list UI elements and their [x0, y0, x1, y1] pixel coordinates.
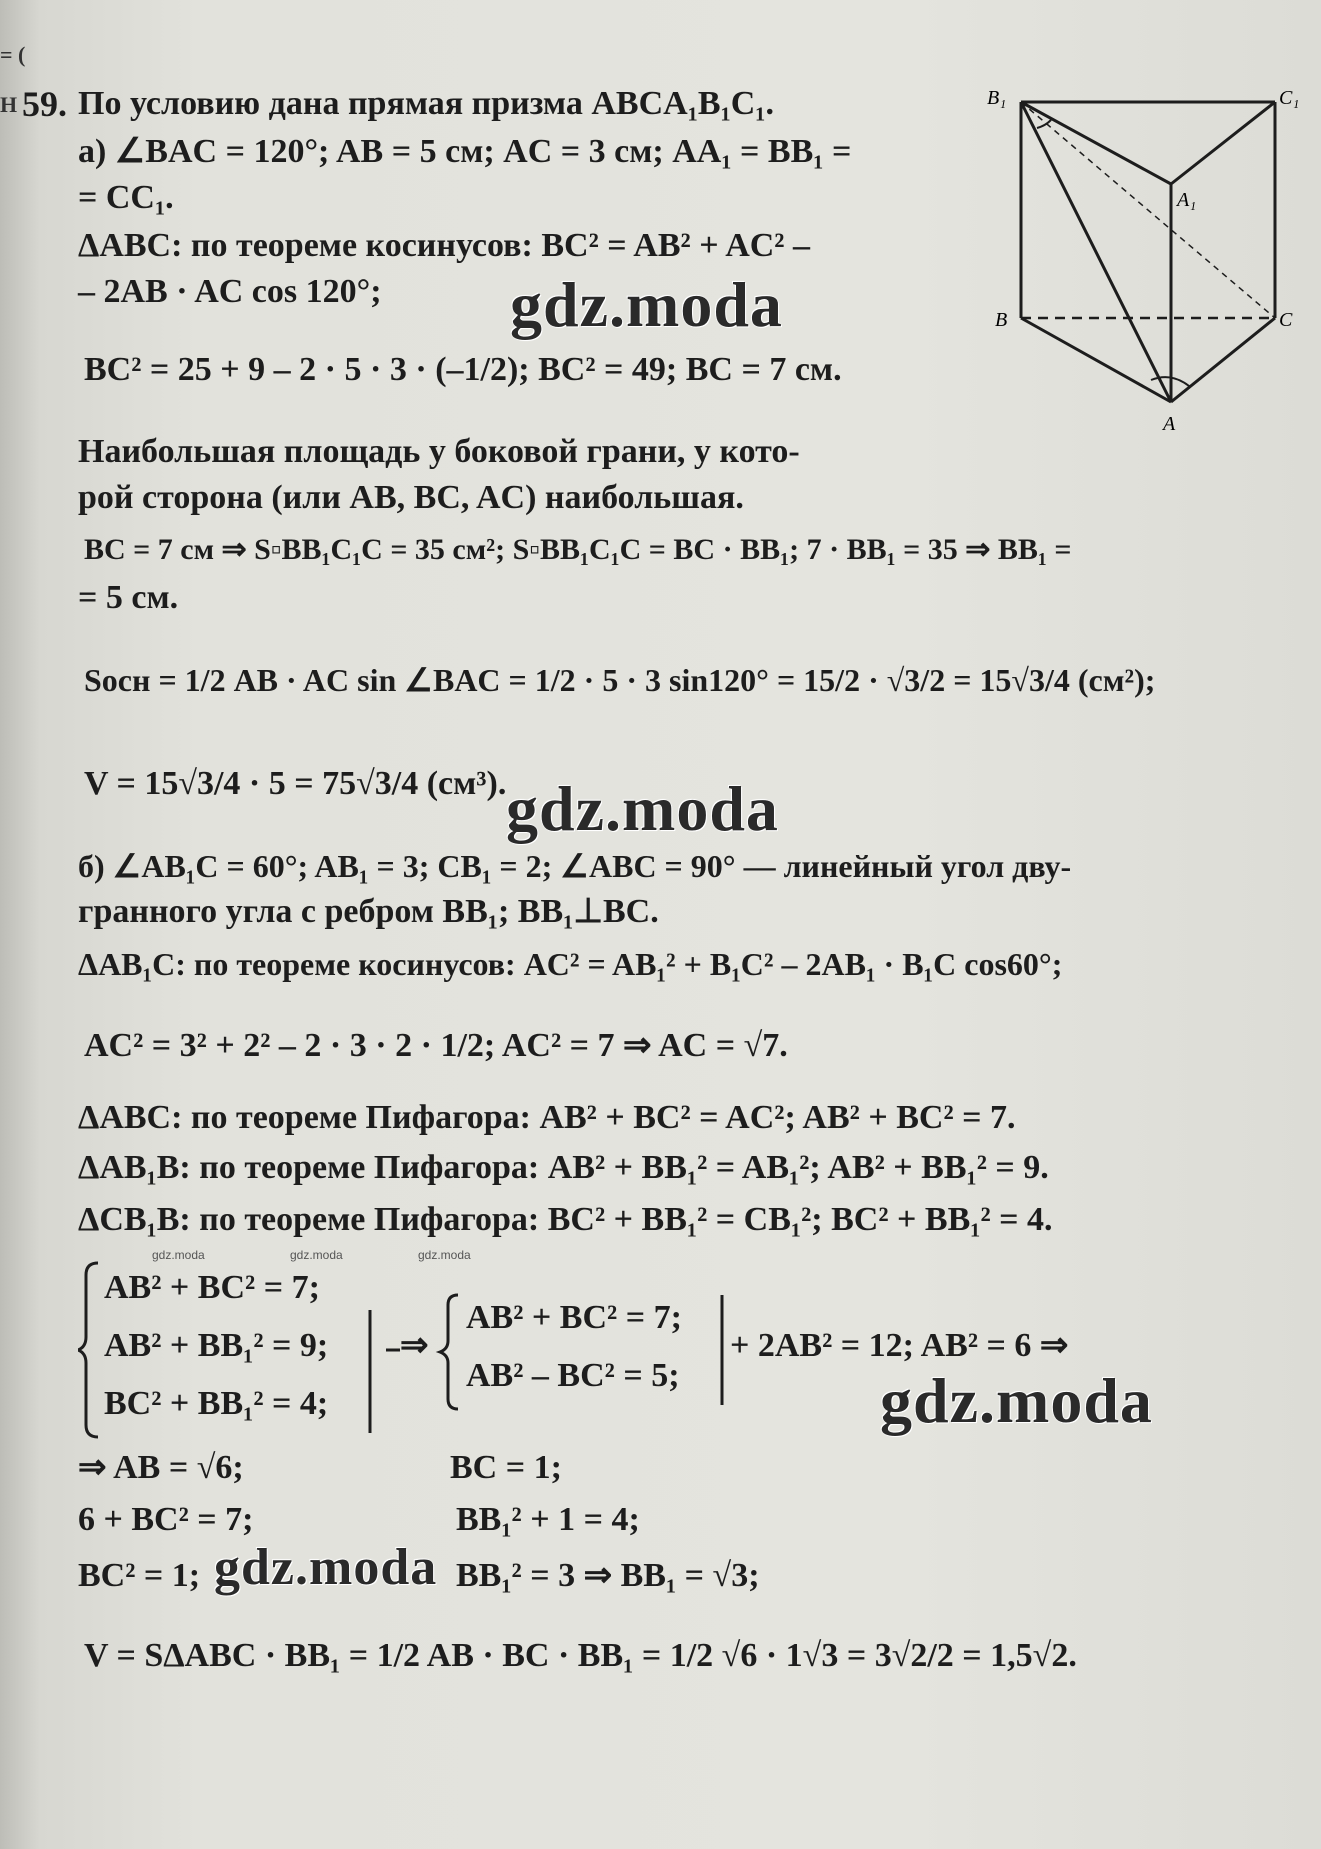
system-eq-1: AB² + BC² = 7; [104, 1269, 320, 1306]
text-line-5: – 2AB · AC cos 120°; [78, 273, 382, 310]
system2-eq-2: AB² – BC² = 5; [466, 1357, 680, 1394]
text-line-14: гранного угла с ребром BB₁; BB₁⊥BC. [78, 893, 659, 930]
text-line-4: ΔABC: по теореме косинусов: BC² = AB² + AC² – [78, 227, 810, 264]
label-a1: A₁ [1177, 189, 1197, 211]
system-eq-2: AB² + BB₁² = 9; [104, 1327, 329, 1364]
text-line-23: BB₁² + 1 = 4; [456, 1501, 640, 1538]
system-braces [78, 1255, 758, 1445]
watermark-4: gdz.moda [214, 1539, 438, 1596]
label-c1: C₁ [1279, 87, 1300, 109]
system2-eq-1: AB² + BC² = 7; [466, 1299, 682, 1336]
text-line-8: рой сторона (или AB, BC, AC) наибольшая. [78, 479, 744, 516]
system-eq-3: BC² + BB₁² = 4; [104, 1385, 329, 1422]
watermark-3: gdz.moda [880, 1365, 1153, 1436]
margin-mark-left: Н [0, 92, 18, 117]
text-line-1: По условию дана прямая призма ABCA₁B₁C₁. [78, 85, 775, 122]
text-line-9: BC = 7 см ⇒ S▫BB₁C₁C = 35 см²; S▫BB₁C₁C = BC · BB₁; 7 · BB₁ = 35 ⇒ BB₁ = [84, 533, 1072, 566]
prism-figure [985, 80, 1305, 440]
watermark-small-2: gdz.moda [290, 1248, 343, 1262]
text-line-17: ΔABC: по теореме Пифагора: AB² + BC² = AC²; AB² + BC² = 7. [78, 1099, 1016, 1136]
text-line-19: ΔCB₁B: по теореме Пифагора: BC² + BB₁² = CB₁²; BC² + BB₁² = 4. [78, 1201, 1053, 1238]
text-line-7: Наибольшая площадь у боковой грани, у кото- [78, 433, 800, 470]
watermark-small-1: gdz.moda [152, 1248, 205, 1262]
text-line-22: 6 + BC² = 7; [78, 1501, 254, 1538]
text-line-21: BC = 1; [450, 1449, 562, 1486]
label-c: C [1279, 309, 1293, 331]
watermark-small-3: gdz.moda [418, 1248, 471, 1262]
problem-number: 59. [22, 84, 67, 124]
watermark-2: gdz.moda [506, 773, 779, 844]
text-line-12: V = 15√3/4 · 5 = 75√3/4 (см³). [84, 765, 507, 802]
text-line-13: б) ∠AB₁C = 60°; AB₁ = 3; CB₁ = 2; ∠ABC = 90° — линейный угол дву- [78, 848, 1072, 884]
implies-arrow: ⇒ [400, 1327, 429, 1364]
watermark-1: gdz.moda [510, 269, 783, 340]
text-line-10: = 5 см. [78, 579, 179, 616]
text-line-16: AC² = 3² + 2² – 2 · 3 · 2 · 1/2; AC² = 7 ⇒ AC = √7. [84, 1027, 788, 1064]
text-line-25: BB₁² = 3 ⇒ BB₁ = √3; [456, 1557, 760, 1594]
text-line-24: BC² = 1; [78, 1557, 201, 1594]
text-line-20: ⇒ AB = √6; [78, 1449, 244, 1486]
label-b: B [995, 309, 1008, 331]
text-line-15: ΔAB₁C: по теореме косинусов: AC² = AB₁² + B₁C² – 2AB₁ · B₁C cos60°; [78, 946, 1063, 982]
text-line-26: V = SΔABC · BB₁ = 1/2 AB · BC · BB₁ = 1/2 √6 · 1√3 = 3√2/2 = 1,5√2. [84, 1637, 1077, 1674]
label-a: A [1163, 413, 1176, 435]
text-line-11: Sосн = 1/2 AB · AC sin ∠BAC = 1/2 · 5 · 3 sin120° = 15/2 · √3/2 = 15√3/4 (см²); [84, 662, 1156, 698]
text-line-3: = CC₁. [78, 179, 174, 216]
text-line-18: ΔAB₁B: по теореме Пифагора: AB² + BB₁² = AB₁²; AB² + BB₁² = 9. [78, 1149, 1049, 1186]
text-line-2: а) ∠BAC = 120°; AB = 5 см; AC = 3 см; AA₁ = BB₁ = [78, 133, 852, 170]
text-line-6: BC² = 25 + 9 – 2 · 5 · 3 · (–1/2); BC² = 49; BC = 7 см. [84, 351, 842, 388]
margin-mark-top: = ( [0, 42, 26, 67]
system-result: + 2AB² = 12; AB² = 6 ⇒ [730, 1327, 1069, 1364]
label-b1: B₁ [987, 87, 1007, 109]
